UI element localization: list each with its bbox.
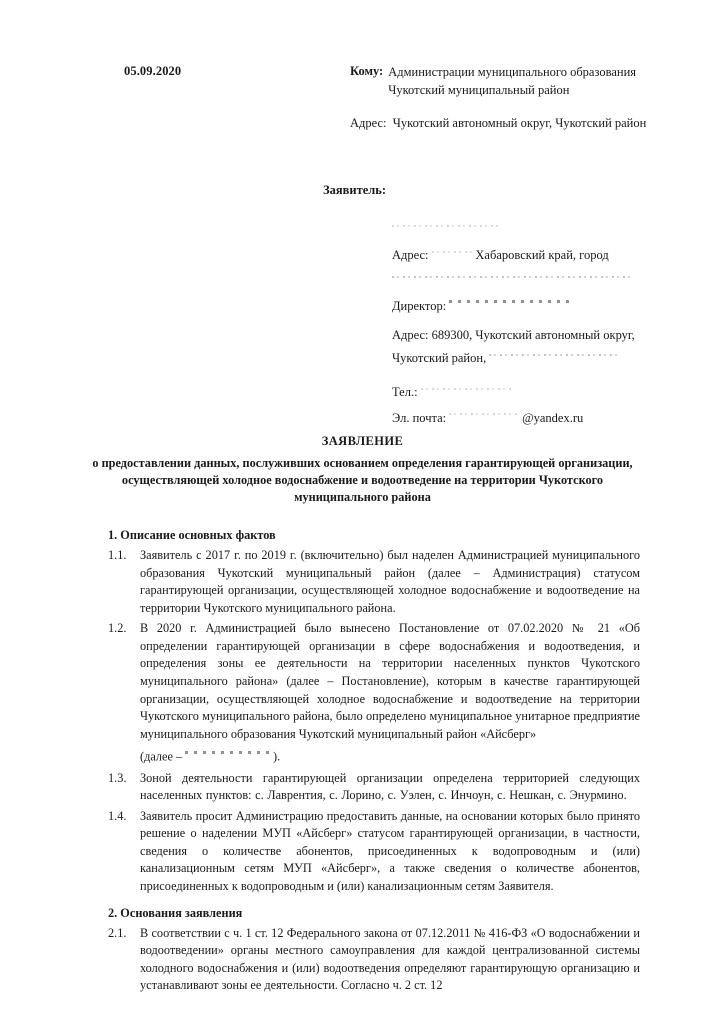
- applicant-spacer-2: [392, 369, 650, 378]
- page-title: ЗАЯВЛЕНИЕ: [321, 434, 404, 448]
- clause-1-1: [108, 547, 640, 617]
- clause-1-4: [108, 808, 640, 896]
- applicant-address-row: [392, 241, 650, 264]
- applicant-phone-redacted: [421, 378, 511, 396]
- applicant-block: [392, 216, 650, 429]
- applicant-email-redacted: [449, 404, 519, 422]
- addressee-address-value: Чукотский автономный округ, Чукотский район: [392, 115, 647, 130]
- clause-1-3: [108, 770, 640, 805]
- applicant-director-row: [392, 292, 650, 315]
- clause-number: 1.3.: [108, 770, 127, 785]
- document-body: [108, 528, 640, 998]
- clause-text: В 2020 г. Администрацией было вынесено Постановление от 07.02.2020 № 21 «Об определении гарантирующей организации в сфере водоснабжения и водоотведения, и определения зоны ее деятельности на территории населенных пунктов Чукотского муниципального района» (далее – Постановление), которым в качестве гарантирующей организации, осуществляющей холодное водоснабжение и водоотведение на территории Чукотского муниципального района, было определено муниципальное унитарное предприятие муниципального образования Чукотский муниципальный район «Айсберг»: [140, 621, 640, 741]
- applicant-email-domain: @yandex.ru: [522, 410, 584, 425]
- document-date: 05.09.2020: [124, 64, 182, 78]
- section-heading-1: 1. Описание основных фактов: [108, 528, 276, 542]
- clause-text: Заявитель просит Администрацию предоставить данные, на основании которых было принято решение о наделении МУП «Айсберг» статусом гарантирующей организации, в частности, сведения о количестве абонентов, присоединенных к водопроводным и (или) канализационным сетям МУП «Айсберг», а также сведения о количестве абонентов, присоединенных к водопроводным и (или) канализационным сетям Заявителя.: [140, 808, 640, 893]
- applicant-director-redacted: [449, 292, 574, 310]
- page-subtitle: о предоставлении данных, послуживших основанием определения гарантирующей организации, осуществляющей холодное водоснабжение и водоотведение на территории Чукотского муниципального района: [92, 456, 633, 504]
- clause-number: 1.1.: [108, 548, 127, 562]
- section-heading-2: 2. Основания заявления: [108, 905, 243, 920]
- applicant-heading: Заявитель:: [323, 183, 387, 197]
- applicant-address-suffix-row: [392, 267, 650, 290]
- applicant-address2-value: 689300, Чукотский автономный округ, Чукотский район,: [392, 328, 635, 366]
- addressee-block: [350, 64, 650, 132]
- addressee-address-label: Адрес:: [350, 115, 387, 130]
- clause-number: 1.4.: [108, 808, 127, 823]
- applicant-email-label: Эл. почта:: [392, 410, 447, 425]
- clause-1-2: [108, 620, 640, 766]
- clause-text: Заявитель с 2017 г. по 2019 г. (включительно) был наделен Администрацией муниципального образования Чукотский муниципальный район (далее – Администрация) статусом гарантирующей организации, осуществляющей холодное водоснабжение и водоотведение на территории Чукотского муниципального района.: [140, 548, 640, 615]
- addressee-address-line: [350, 109, 650, 133]
- addressee-label: Кому:: [350, 64, 384, 78]
- applicant-spacer: [392, 317, 650, 326]
- clause-text: Зоной деятельности гарантирующей организации определена территорией следующих населенных пунктов: с. Лаврентия, с. Лорино, с. Уэлен, с. Инчоун, с. Нешкан, с. Энурмино.: [140, 770, 640, 803]
- applicant-address2-row: [392, 326, 650, 367]
- clause-number: 1.2.: [108, 621, 127, 636]
- applicant-address-prefix-redacted: [432, 241, 473, 259]
- applicant-address2-label: Адрес:: [392, 328, 429, 342]
- document-header: [0, 64, 725, 184]
- applicant-director-label: Директор:: [392, 298, 447, 313]
- applicant-address-suffix-redacted: [392, 267, 631, 285]
- clause-text: В соответствии с ч. 1 ст. 12 Федерального закона от 07.12.2011 № 416-ФЗ «О водоснабжении и водоотведении» органы местного самоуправления для каждой централизованной системы холодного водоснабжения и (или) водоотведения определяют гарантирующую организацию и устанавливают зоны ее деятельности. Согласно ч. 2 ст. 12: [140, 925, 640, 993]
- applicant-phone-label: Тел.:: [392, 385, 418, 400]
- clause-1-2-tail-suffix: ).: [273, 749, 281, 764]
- addressee-value: Администрации муниципального образования Чукотский муниципальный район: [388, 65, 637, 97]
- applicant-address-value: Хабаровский край, город: [475, 248, 609, 263]
- addressee-line: [350, 64, 650, 100]
- clause-text-wrapper: [140, 620, 640, 766]
- applicant-name-row: [392, 216, 650, 239]
- clause-2-1: [108, 925, 640, 995]
- applicant-email-row: [392, 404, 650, 427]
- applicant-phone-row: [392, 378, 650, 401]
- applicant-address2-redacted: [489, 344, 621, 362]
- clause-1-2-tail-prefix: (далее –: [140, 749, 186, 764]
- clause-1-2-tail-redacted: [185, 743, 273, 761]
- applicant-address-label: Адрес:: [392, 248, 429, 263]
- clause-number: 2.1.: [108, 925, 127, 940]
- applicant-name-redacted: [392, 216, 498, 234]
